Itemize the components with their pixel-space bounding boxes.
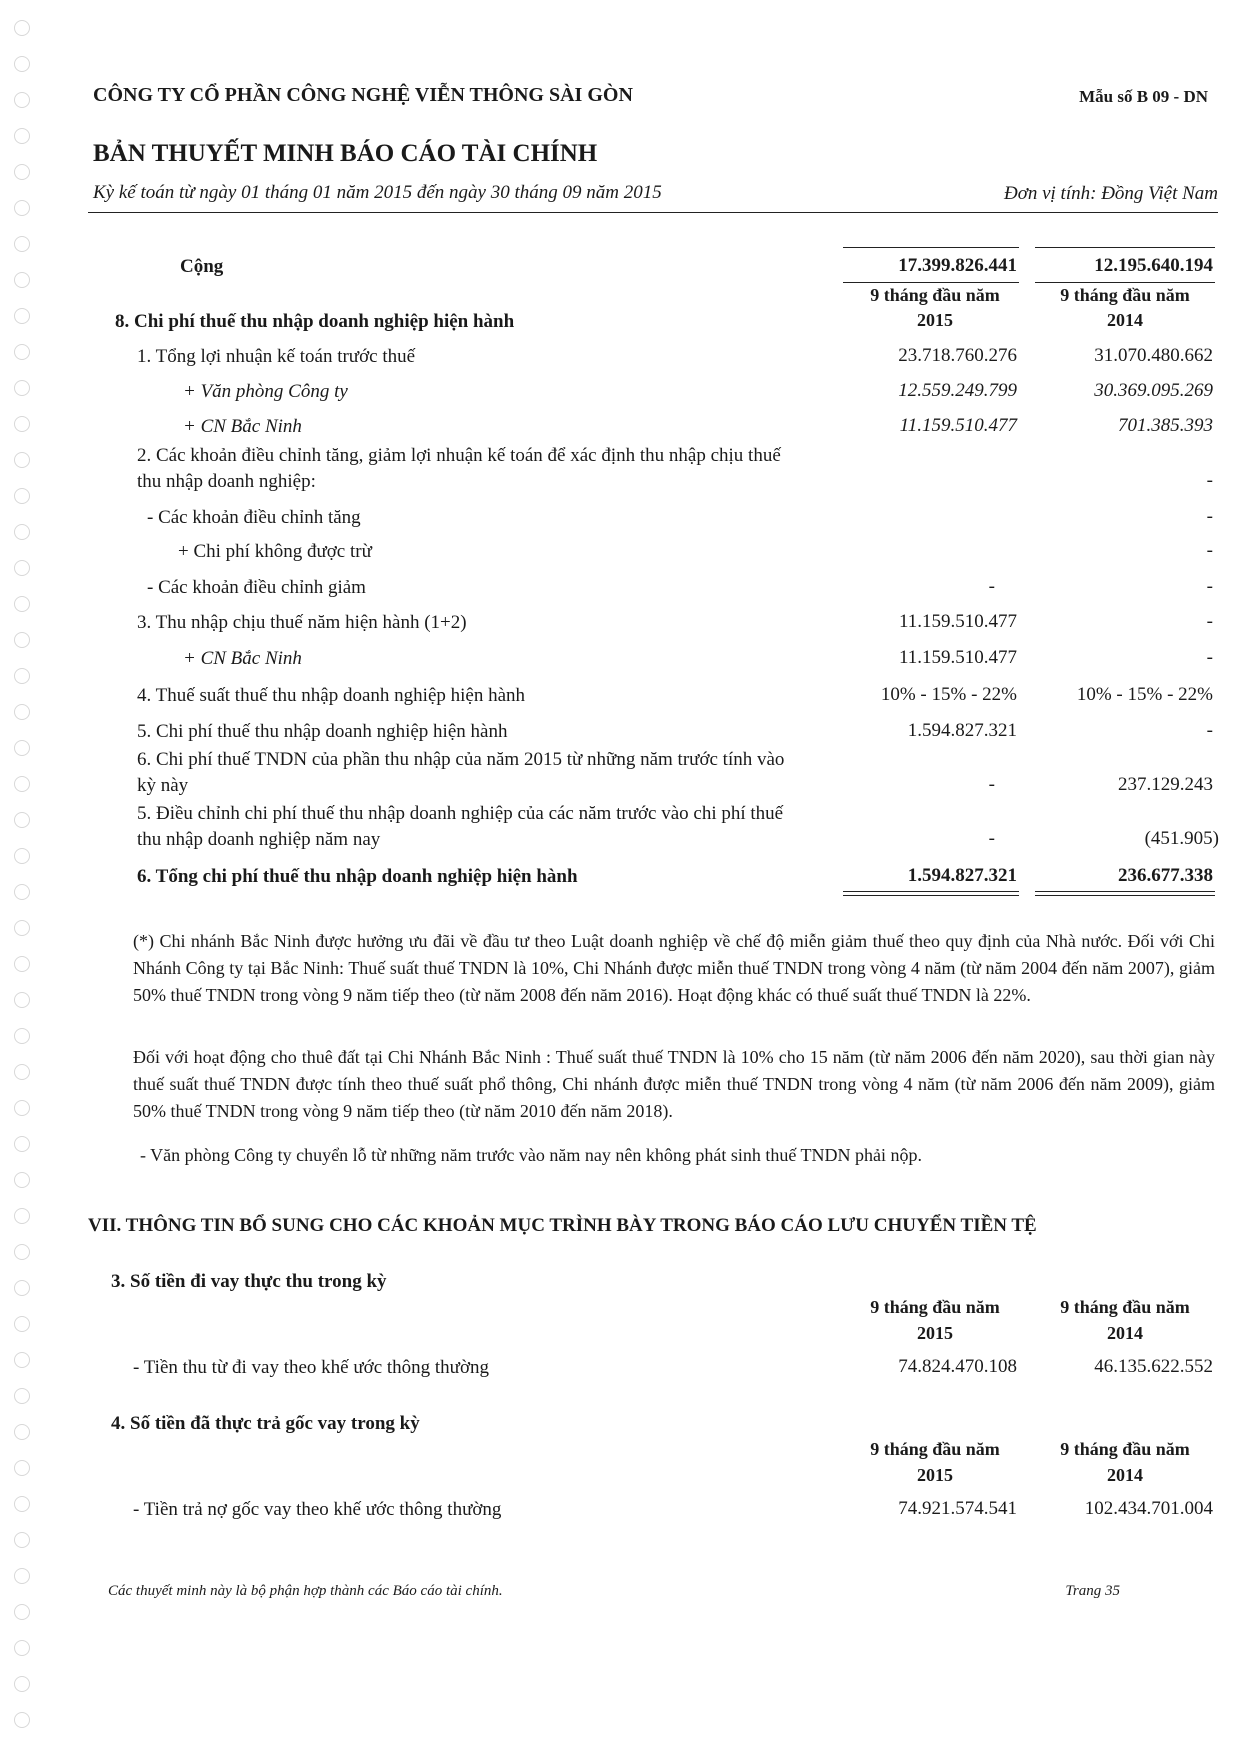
s8-row-2-2014: 30.369.095.269 xyxy=(1094,380,1213,401)
s8-row-13-label-line1: 5. Điều chỉnh chi phí thuế thu nhập doanh nghiệp của các năm trước vào chi phí thuế xyxy=(137,803,784,824)
total-2014: 12.195.640.194 xyxy=(1094,255,1213,276)
note-paragraph-2: Đối với hoạt động cho thuê đất tại Chi Nhánh Bắc Ninh : Thuế suất thuế TNDN là 10% cho 15 năm (từ năm 2006 đến năm 2020), sau thời gian này thuế suất thuế TNDN được tính theo thuế suất phổ thông, Chi nhánh được miễn thuế TNDN trong vòng 4 năm (từ năm 2006 đến năm 2009), giảm 50% thuế TNDN trong vòng 9 năm tiếp theo (từ năm 2010 đến năm 2018). xyxy=(133,1047,1215,1121)
reporting-period: Kỳ kế toán từ ngày 01 tháng 01 năm 2015 đến ngày 30 tháng 09 năm 2015 xyxy=(93,182,662,203)
s8-row-3-2015: 11.159.510.477 xyxy=(899,415,1017,436)
s7-3-row-2014: 46.135.622.552 xyxy=(1094,1356,1213,1377)
s7-3-row-label: - Tiền thu từ đi vay theo khế ước thông thường xyxy=(133,1357,490,1378)
s7-4-row-2014: 102.434.701.004 xyxy=(1084,1498,1213,1519)
s7-3-row-2015: 74.824.470.108 xyxy=(898,1356,1017,1377)
header-rule xyxy=(88,212,1218,213)
s7-3-col-2014-line1: 9 tháng đầu năm xyxy=(1060,1297,1190,1317)
s7-4-col-2015-line2: 2015 xyxy=(917,1465,953,1485)
s8-row-9-label: + CN Bắc Ninh xyxy=(183,648,302,669)
s7-3-col-2015-line1: 9 tháng đầu năm xyxy=(870,1297,1000,1317)
s8-row-11-label: 5. Chi phí thuế thu nhập doanh nghiệp hiện hành xyxy=(137,721,508,742)
s8-row-10-label: 4. Thuế suất thuế thu nhập doanh nghiệp hiện hành xyxy=(137,685,526,706)
s7-3-col-2014-line2: 2014 xyxy=(1107,1323,1143,1343)
s7-3-col-2015-line2: 2015 xyxy=(917,1323,953,1343)
s8-row-14-label: 6. Tổng chi phí thuế thu nhập doanh nghiệp hiện hành xyxy=(137,866,578,887)
s8-row-5-2014: - xyxy=(1206,506,1213,527)
total-label: Cộng xyxy=(180,256,224,277)
s8-row-9-2014: - xyxy=(1206,647,1213,668)
s7-4-col-2014-line2: 2014 xyxy=(1107,1465,1143,1485)
s8-row-4-label-line2: thu nhập doanh nghiệp: xyxy=(137,471,316,492)
total-top-rule-2015 xyxy=(843,247,1019,248)
form-code: Mẫu số B 09 - DN xyxy=(1079,87,1208,106)
s8-row-7-2014: - xyxy=(1206,576,1213,597)
s8-row-14-2014: 236.677.338 xyxy=(1118,865,1213,886)
company-name: CÔNG TY CỔ PHẦN CÔNG NGHỆ VIỄN THÔNG SÀI GÒN xyxy=(93,84,633,106)
s8-col-2014-line1: 9 tháng đầu năm xyxy=(1060,285,1190,305)
s8-row-4-label-line1: 2. Các khoản điều chỉnh tăng, giảm lợi nhuận kế toán để xác định thu nhập chịu thuế xyxy=(137,445,781,466)
s8-col-2015-line1: 9 tháng đầu năm xyxy=(870,285,1000,305)
s8-row-2-label: + Văn phòng Công ty xyxy=(183,381,348,402)
page-title: BẢN THUYẾT MINH BÁO CÁO TÀI CHÍNH xyxy=(93,140,598,167)
s8-row-10-2015: 10% - 15% - 22% xyxy=(880,684,1017,705)
s8-row-6-2014: - xyxy=(1206,540,1213,561)
total-top-rule-2014 xyxy=(1035,247,1215,248)
s8-row-7-label: - Các khoản điều chỉnh giảm xyxy=(147,577,366,598)
s8-col-2015-line2: 2015 xyxy=(917,310,953,330)
s8-row-11-2015: 1.594.827.321 xyxy=(907,720,1017,741)
s8-row-8-2014: - xyxy=(1206,611,1213,632)
s7-4-title: 4. Số tiền đã thực trả gốc vay trong kỳ xyxy=(111,1413,420,1434)
s8-row-8-label: 3. Thu nhập chịu thuế năm hiện hành (1+2) xyxy=(137,612,467,633)
grand-total-rule-2015-a xyxy=(843,891,1019,892)
grand-total-rule-2014-a xyxy=(1035,891,1215,892)
s8-col-2014-line2: 2014 xyxy=(1107,310,1143,330)
s7-4-row-2015: 74.921.574.541 xyxy=(898,1498,1017,1519)
s7-3-title: 3. Số tiền đi vay thực thu trong kỳ xyxy=(111,1271,387,1292)
s8-row-1-label: 1. Tổng lợi nhuận kế toán trước thuế xyxy=(137,346,416,367)
currency-unit: Đơn vị tính: Đồng Việt Nam xyxy=(1003,183,1218,204)
section7-title: VII. THÔNG TIN BỔ SUNG CHO CÁC KHOẢN MỤC TRÌNH BÀY TRONG BÁO CÁO LƯU CHUYỂN TIỀN TỆ xyxy=(88,1215,1037,1236)
grand-total-rule-2015-b xyxy=(843,895,1019,896)
s8-row-13-label-line2: thu nhập doanh nghiệp năm nay xyxy=(137,829,381,850)
s8-row-2-2015: 12.559.249.799 xyxy=(898,380,1017,401)
grand-total-rule-2014-b xyxy=(1035,895,1215,896)
s7-4-col-2014-line1: 9 tháng đầu năm xyxy=(1060,1439,1190,1459)
s8-row-1-2015: 23.718.760.276 xyxy=(898,345,1017,366)
section8-title: 8. Chi phí thuế thu nhập doanh nghiệp hiện hành xyxy=(115,311,515,332)
s8-row-12-label-line1: 6. Chi phí thuế TNDN của phần thu nhập của năm 2015 từ những năm trước tính vào xyxy=(137,749,785,770)
s8-row-3-label: + CN Bắc Ninh xyxy=(183,416,302,437)
s8-row-13-2015: - xyxy=(988,828,995,849)
s8-row-12-2015: - xyxy=(988,774,995,795)
footer-note: Các thuyết minh này là bộ phận hợp thành các Báo cáo tài chính. xyxy=(108,1583,503,1599)
s8-row-10-2014: 10% - 15% - 22% xyxy=(1076,684,1213,705)
s8-row-3-2014: 701.385.393 xyxy=(1118,415,1213,436)
s8-row-9-2015: 11.159.510.477 xyxy=(898,647,1017,668)
s7-4-col-2015-line1: 9 tháng đầu năm xyxy=(870,1439,1000,1459)
page-number: Trang 35 xyxy=(1065,1583,1120,1599)
s8-row-7-2015: - xyxy=(988,576,995,597)
s8-row-8-2015: 11.159.510.477 xyxy=(898,611,1017,632)
s8-row-1-2014: 31.070.480.662 xyxy=(1094,345,1213,366)
s8-row-5-label: - Các khoản điều chỉnh tăng xyxy=(147,507,361,528)
s8-row-6-label: + Chi phí không được trừ xyxy=(178,541,372,562)
s8-row-11-2014: - xyxy=(1206,720,1213,741)
total-2015: 17.399.826.441 xyxy=(898,255,1017,276)
s7-4-row-label: - Tiền trả nợ gốc vay theo khế ước thông thường xyxy=(133,1499,502,1520)
s8-row-13-2014: (451.905) xyxy=(1144,828,1219,849)
note-paragraph-3: - Văn phòng Công ty chuyển lỗ từ những năm trước vào năm nay nên không phát sinh thuế TNDN phải nộp. xyxy=(140,1145,923,1165)
s8-row-4-2014: - xyxy=(1206,470,1213,491)
binder-holes xyxy=(14,20,36,1720)
note-paragraph-1: (*) Chi nhánh Bắc Ninh được hưởng ưu đãi về đầu tư theo Luật doanh nghiệp về chế độ miễn giảm thuế theo quy định của Nhà nước. Đối với Chi Nhánh Công ty tại Bắc Ninh: Thuế suất thuế TNDN là 10%, Chi Nhánh được miễn thuế TNDN trong vòng 4 năm (từ năm 2004 đến năm 2007), giảm 50% thuế TNDN trong vòng 9 năm tiếp theo (từ năm 2008 đến năm 2016). Hoạt động khác có thuế suất thuế TNDN là 22%. xyxy=(133,931,1215,1005)
s8-row-12-label-line2: kỳ này xyxy=(137,775,189,796)
s8-row-14-2015: 1.594.827.321 xyxy=(907,865,1017,886)
s8-row-12-2014: 237.129.243 xyxy=(1118,774,1213,795)
